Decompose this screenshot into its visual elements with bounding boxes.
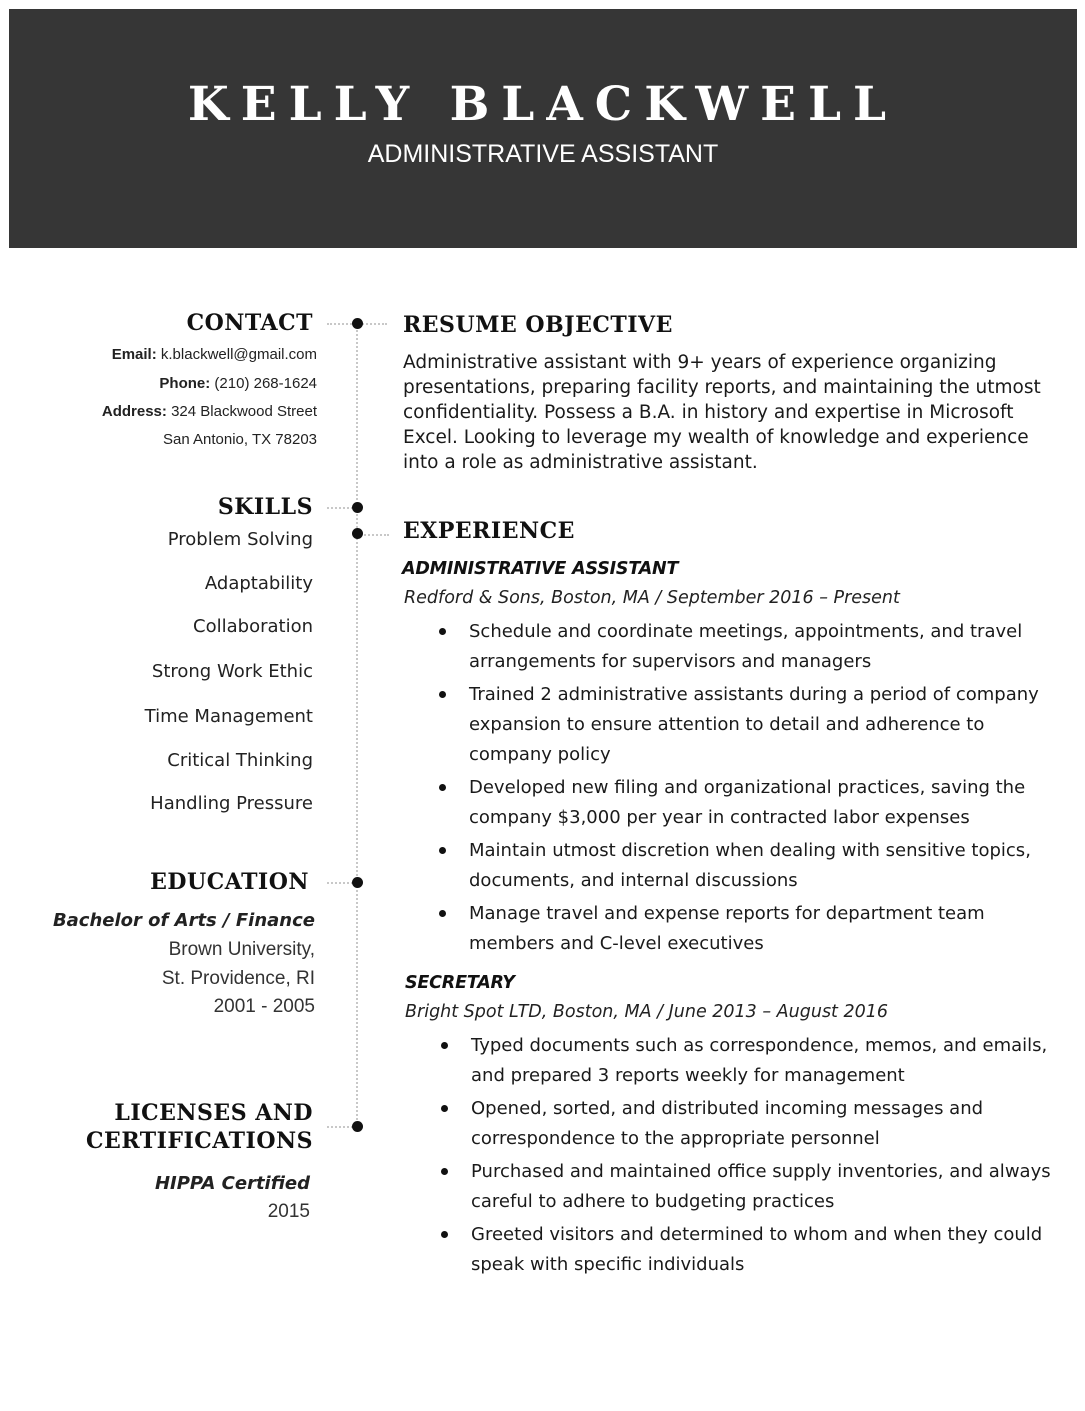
job-bullet: Trained 2 administrative assistants during a period of company expansion to ensure attention to detail and adherence to company policy bbox=[469, 680, 1049, 770]
job-bullet: Developed new filing and organizational practices, saving the company $3,000 per year in contracted labor expenses bbox=[469, 773, 1049, 833]
bullet-icon bbox=[441, 1231, 448, 1238]
job-bullet: Greeted visitors and determined to whom and when they could speak with specific individuals bbox=[471, 1220, 1051, 1280]
skills-heading: SKILLS bbox=[217, 494, 313, 520]
bullet-icon bbox=[441, 1168, 448, 1175]
job-title: SECRETARY bbox=[405, 973, 515, 993]
job-title: ADMINISTRATIVE ASSISTANT bbox=[402, 559, 679, 579]
objective-text: Administrative assistant with 9+ years of experience organizing presentations, preparing facility reports, and maintaining the utmost confidentiality. Possess a B.A. in history and expertise in Microsoft Excel. Looking to leverage my wealth of knowledge and experience into a role as administrative assistant. bbox=[403, 352, 1041, 473]
job-meta: Redford & Sons, Boston, MA / September 2016 – Present bbox=[404, 588, 900, 608]
licenses-heading-line-2: CERTIFICATIONS bbox=[86, 1128, 313, 1154]
phone-value[interactable]: (210) 268-1624 bbox=[214, 375, 317, 392]
timeline-dot-contact bbox=[352, 318, 363, 329]
skill-item: Critical Thinking bbox=[167, 750, 313, 771]
education-degree: Bachelor of Arts / Finance bbox=[52, 910, 315, 931]
skill-item: Adaptability bbox=[204, 573, 313, 594]
timeline-line bbox=[356, 323, 358, 1127]
job-bullet: Typed documents such as correspondence, memos, and emails, and prepared 3 reports weekly for management bbox=[471, 1031, 1051, 1091]
bullet-icon bbox=[441, 1105, 448, 1112]
objective-heading: RESUME OBJECTIVE bbox=[403, 312, 673, 338]
timeline-dot-licenses bbox=[352, 1121, 363, 1132]
bullet-icon bbox=[441, 1042, 448, 1049]
timeline-dot-education bbox=[352, 877, 363, 888]
license-year: 2015 bbox=[267, 1201, 310, 1222]
licenses-heading-line-1: LICENSES AND bbox=[114, 1100, 313, 1126]
contact-phone-line bbox=[159, 374, 317, 394]
candidate-name: KELLY BLACKWELL bbox=[187, 77, 899, 132]
bullet-icon bbox=[439, 910, 446, 917]
job-bullet: Purchased and maintained office supply inventories, and always careful to adhere to budgeting practices bbox=[471, 1157, 1051, 1217]
address-label: Address: bbox=[101, 403, 167, 420]
job-bullets bbox=[469, 617, 1049, 962]
timeline-dot-skills bbox=[352, 502, 363, 513]
education-school: Brown University, bbox=[168, 939, 315, 960]
email-value[interactable]: k.blackwell@gmail.com bbox=[160, 346, 317, 363]
timeline-dot-experience bbox=[352, 528, 363, 539]
job-bullet: Schedule and coordinate meetings, appointments, and travel arrangements for supervisors and managers bbox=[469, 617, 1049, 677]
job-bullets bbox=[471, 1031, 1051, 1283]
license-name: HIPPA Certified bbox=[154, 1173, 310, 1194]
education-years: 2001 - 2005 bbox=[213, 996, 315, 1017]
phone-label: Phone: bbox=[159, 375, 211, 392]
education-heading: EDUCATION bbox=[150, 869, 309, 895]
email-label: Email: bbox=[111, 346, 157, 363]
bullet-icon bbox=[439, 691, 446, 698]
bullet-icon bbox=[439, 628, 446, 635]
skill-item: Time Management bbox=[144, 706, 313, 727]
skill-item: Problem Solving bbox=[167, 529, 313, 550]
address-line-1: 324 Blackwood Street bbox=[171, 403, 317, 420]
bullet-icon bbox=[439, 784, 446, 791]
candidate-title: ADMINISTRATIVE ASSISTANT bbox=[367, 140, 719, 168]
skill-item: Handling Pressure bbox=[150, 793, 313, 814]
contact-address-line-2: San Antonio, TX 78203 bbox=[162, 431, 317, 448]
contact-address-line bbox=[102, 402, 317, 422]
contact-heading: CONTACT bbox=[186, 310, 313, 336]
experience-heading: EXPERIENCE bbox=[403, 518, 575, 544]
education-location: St. Providence, RI bbox=[161, 968, 315, 989]
job-bullet: Opened, sorted, and distributed incoming messages and correspondence to the appropriate personnel bbox=[471, 1094, 1051, 1154]
job-bullet: Manage travel and expense reports for department team members and C-level executives bbox=[469, 899, 1049, 959]
job-meta: Bright Spot LTD, Boston, MA / June 2013 – August 2016 bbox=[405, 1002, 889, 1022]
resume-header bbox=[9, 9, 1077, 248]
contact-email-line bbox=[112, 345, 317, 365]
skill-item: Strong Work Ethic bbox=[151, 661, 313, 682]
job-bullet: Maintain utmost discretion when dealing with sensitive topics, documents, and internal discussions bbox=[469, 836, 1049, 896]
bullet-icon bbox=[439, 847, 446, 854]
skill-item: Collaboration bbox=[193, 616, 313, 637]
